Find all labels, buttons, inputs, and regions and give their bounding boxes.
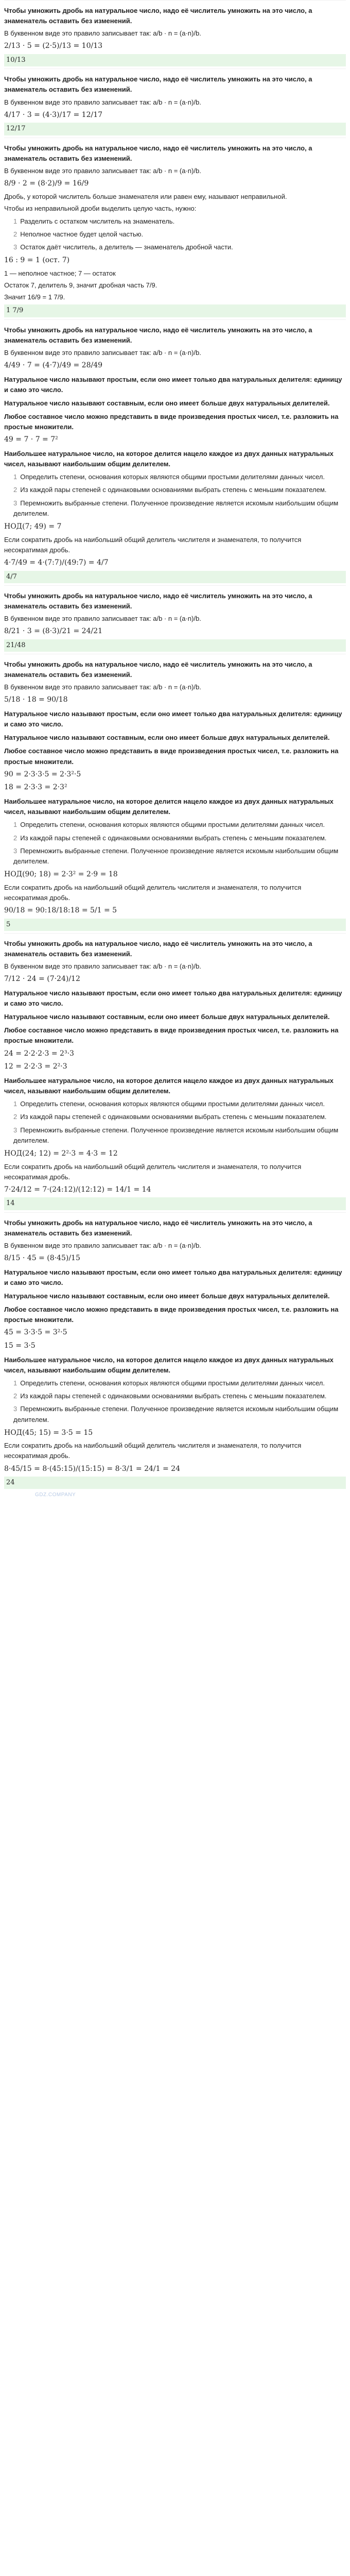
- reduce: 4·7/49 = 4·(7:7)/(49:7) = 4/7: [4, 558, 109, 567]
- rule-factor: Любое составное число можно представить в виде произведения простых чисел, т.е. разложить на простые множители.: [4, 1306, 339, 1324]
- whole-step: 2 Неполное частное будет целой частью.: [13, 230, 144, 239]
- rule-mult: Чтобы умножить дробь на натуральное число, надо её числитель умножить на это число, а знаменатель оставить без изменений.: [4, 326, 312, 344]
- factorization-2: 15 = 3·5: [4, 1342, 36, 1350]
- gcd: НОД(7; 49) = 7: [4, 522, 62, 531]
- rule-mult: Чтобы умножить дробь на натуральное число, надо её числитель умножить на это число, а знаменатель оставить без изменений.: [4, 144, 312, 162]
- rule-prime: Натуральное число называют простым, если оно имеет только два натуральных делителя: единицу и само это число.: [4, 710, 342, 728]
- gcd-step: 1 Определить степени, основания которых являются общими простыми делителями данных чисел.: [13, 821, 325, 829]
- factorization-2: 12 = 2·2·3 = 2²·3: [4, 1062, 67, 1071]
- answer: 14: [4, 1197, 346, 1210]
- answer: 4/7: [4, 571, 346, 583]
- answer: 12/17: [4, 123, 346, 135]
- answer: 5: [4, 919, 346, 931]
- formula: 8/9 · 2 = (8·2)/9 = 16/9: [4, 179, 89, 188]
- rule-letters: В буквенном виде это правило записывает так: a/b · n = (a·n)/b.: [4, 29, 201, 38]
- gcd: НОД(90; 18) = 2·3² = 2·9 = 18: [4, 870, 118, 878]
- section-6: [4, 654, 346, 931]
- rule-letters: В буквенном виде это правило записывает так: a/b · n = (a·n)/b.: [4, 1241, 201, 1249]
- answer: 21/48: [4, 639, 346, 652]
- example-3: Остаток 7, делитель 9, значит дробная часть 7/9.: [4, 281, 157, 290]
- formula: 2/13 · 5 = (2·5)/13 = 10/13: [4, 42, 103, 50]
- answer: 1 7/9: [4, 304, 346, 317]
- reduce: 90/18 = 90:18/18:18 = 5/1 = 5: [4, 906, 117, 914]
- factorization-1: 90 = 2·3·3·5 = 2·3²·5: [4, 770, 81, 778]
- rule-mult: Чтобы умножить дробь на натуральное число, надо её числитель умножить на это число, а знаменатель оставить без изменений.: [4, 75, 312, 94]
- formula: 4/17 · 3 = (4·3)/17 = 12/17: [4, 110, 103, 119]
- rule-mult: Чтобы умножить дробь на натуральное число, надо её числитель умножить на это число, а знаменатель оставить без изменений.: [4, 7, 312, 25]
- rule-letters: В буквенном виде это правило записывает так: a/b · n = (a·n)/b.: [4, 683, 201, 691]
- rule-letters: В буквенном виде это правило записывает так: a/b · n = (a·n)/b.: [4, 98, 201, 106]
- factorization-1: 24 = 2·2·2·3 = 2³·3: [4, 1049, 74, 1058]
- rule-letters: В буквенном виде это правило записывает так: a/b · n = (a·n)/b.: [4, 614, 201, 622]
- rule-prime: Натуральное число называют простым, если оно имеет только два натуральных делителя: единицу и само это число.: [4, 1268, 342, 1286]
- rule-mult: Чтобы умножить дробь на натуральное число, надо её числитель умножить на это число, а знаменатель оставить без изменений.: [4, 591, 312, 610]
- rule-composite: Натуральное число называют составным, если оно имеет больше двух натуральных делителей.: [4, 1013, 330, 1021]
- rule-mult: Чтобы умножить дробь на натуральное число, надо её числитель умножить на это число, а знаменатель оставить без изменений.: [4, 660, 312, 679]
- gcd-step: 2 Из каждой пары степеней с одинаковыми основаниями выбрать степень с меньшим показателем.: [13, 1392, 327, 1400]
- answer: 24: [4, 1477, 346, 1489]
- watermark-label: GDZ.COMPANY: [35, 1492, 76, 1498]
- whole-step: 3 Остаток даёт числитель, а делитель — знаменатель дробной части.: [13, 243, 233, 251]
- known: Значит 16/9 = 1 7/9.: [4, 293, 65, 301]
- gcd: НОД(45; 15) = 3·5 = 15: [4, 1428, 93, 1437]
- improper-def: Дробь, у которой числитель больше знаменателя или равен ему, называют неправильной.: [4, 192, 287, 200]
- gcd-step: 2 Из каждой пары степеней с одинаковыми основаниями выбрать степень с меньшим показателем.: [13, 486, 327, 494]
- gcd-step: 3 Перемножить выбранные степени. Полученное произведение является искомым наибольшим общим делителем.: [13, 846, 339, 865]
- rule-mult: Чтобы умножить дробь на натуральное число, надо её числитель умножить на это число, а знаменатель оставить без изменений.: [4, 1218, 312, 1237]
- answer: 10/13: [4, 54, 346, 66]
- reduce-text: Если сократить дробь на наибольший общий делитель числителя и знаменателя, то получится несократимая дробь.: [4, 535, 302, 554]
- formula: 8/15 · 45 = (8·45)/15: [4, 1254, 80, 1263]
- rule-composite: Натуральное число называют составным, если оно имеет больше двух натуральных делителей.: [4, 1292, 330, 1300]
- factorization: 49 = 7 · 7 = 7²: [4, 435, 58, 444]
- whole-part-intro: Чтобы из неправильной дроби выделить целую часть, нужно:: [4, 204, 197, 212]
- rule-factor: Любое составное число можно представить в виде произведения простых чисел, т.е. разложить на простые множители.: [4, 413, 339, 431]
- reduce-text: Если сократить дробь на наибольший общий делитель числителя и знаменателя, то получится несократимая дробь.: [4, 1162, 302, 1181]
- rule-factor: Любое составное число можно представить в виде произведения простых чисел, т.е. разложить на простые множители.: [4, 747, 339, 766]
- rule-prime: Натуральное число называют простым, если оно имеет только два натуральных делителя: единицу и само это число.: [4, 375, 342, 394]
- example-1: 16 : 9 = 1 (ост. 7): [4, 256, 70, 265]
- section-1: [4, 0, 346, 66]
- factorization-2: 18 = 2·3·3 = 2·3²: [4, 783, 67, 792]
- rule-prime: Натуральное число называют простым, если оно имеет только два натуральных делителя: единицу и само это число.: [4, 989, 342, 1008]
- section-2: [4, 69, 346, 135]
- formula: 5/18 · 18 = 90/18: [4, 696, 68, 704]
- gcd-step: 3 Перемножить выбранные степени. Полученное произведение является искомым наибольшим общим делителем.: [13, 499, 339, 517]
- example-2: 1 — неполное частное; 7 — остаток: [4, 269, 116, 277]
- formula: 4/49 · 7 = (4·7)/49 = 28/49: [4, 361, 103, 369]
- section-4: [4, 319, 346, 583]
- reduce-text: Если сократить дробь на наибольший общий делитель числителя и знаменателя, то получится несократимая дробь.: [4, 883, 302, 902]
- gcd: НОД(24; 12) = 2²·3 = 4·3 = 12: [4, 1149, 118, 1158]
- section-5: [4, 585, 346, 652]
- rule-letters: В буквенном виде это правило записывает так: a/b · n = (a·n)/b.: [4, 962, 201, 971]
- gcd-step: 2 Из каждой пары степеней с одинаковыми основаниями выбрать степень с меньшим показателем.: [13, 834, 327, 842]
- rule-letters: В буквенном виде это правило записывает так: a/b · n = (a·n)/b.: [4, 348, 201, 357]
- gcd-step: 1 Определить степени, основания которых являются общими простыми делителями данных чисел.: [13, 1379, 325, 1387]
- whole-step: 1 Разделить с остатком числитель на знаменатель.: [13, 217, 175, 225]
- rule-gcd: Наибольшее натуральное число, на которое делится нацело каждое из двух данных натуральных чисел, называют наибольшим общим делителем.: [4, 798, 334, 816]
- rule-gcd: Наибольшее натуральное число, на которое делится нацело каждое из двух данных натуральных чисел, называют наибольшим общим делителем.: [4, 1076, 334, 1095]
- reduce: 8·45/15 = 8·(45:15)/(15:15) = 8·3/1 = 24/1 = 24: [4, 1464, 180, 1473]
- formula: 8/21 · 3 = (8·3)/21 = 24/21: [4, 627, 103, 636]
- rule-factor: Любое составное число можно представить в виде произведения простых чисел, т.е. разложить на простые множители.: [4, 1026, 339, 1045]
- gcd-step: 3 Перемножить выбранные степени. Полученное произведение является искомым наибольшим общим делителем.: [13, 1405, 339, 1423]
- gcd-step: 1 Определить степени, основания которых являются общими простыми делителями данных чисел.: [13, 1100, 325, 1108]
- gcd-step: 3 Перемножить выбранные степени. Полученное произведение является искомым наибольшим общим делителем.: [13, 1126, 339, 1144]
- rule-composite: Натуральное число называют составным, если оно имеет больше двух натуральных делителей.: [4, 399, 330, 407]
- reduce: 7·24/12 = 7·(24:12)/(12:12) = 14/1 = 14: [4, 1185, 151, 1194]
- gcd-step: 1 Определить степени, основания которых являются общими простыми делителями данных чисел.: [13, 473, 325, 481]
- rule-gcd: Наибольшее натуральное число, на которое делится нацело каждое из двух данных натуральных чисел, называют наибольшим общим делителем.: [4, 450, 334, 468]
- rule-composite: Натуральное число называют составным, если оно имеет больше двух натуральных делителей.: [4, 734, 330, 742]
- section-3: [4, 138, 346, 317]
- gcd-step: 2 Из каждой пары степеней с одинаковыми основаниями выбрать степень с меньшим показателем.: [13, 1113, 327, 1121]
- factorization-1: 45 = 3·3·5 = 3²·5: [4, 1328, 67, 1337]
- rule-letters: В буквенном виде это правило записывает так: a/b · n = (a·n)/b.: [4, 166, 201, 175]
- section-7: [4, 933, 346, 1210]
- formula: 7/12 · 24 = (7·24)/12: [4, 975, 80, 984]
- section-8: [4, 1212, 346, 1499]
- rule-gcd: Наибольшее натуральное число, на которое делится нацело каждое из двух данных натуральных чисел, называют наибольшим общим делителем.: [4, 1355, 334, 1374]
- reduce-text: Если сократить дробь на наибольший общий делитель числителя и знаменателя, то получится несократимая дробь.: [4, 1442, 302, 1460]
- rule-mult: Чтобы умножить дробь на натуральное число, надо её числитель умножить на это число, а знаменатель оставить без изменений.: [4, 939, 312, 958]
